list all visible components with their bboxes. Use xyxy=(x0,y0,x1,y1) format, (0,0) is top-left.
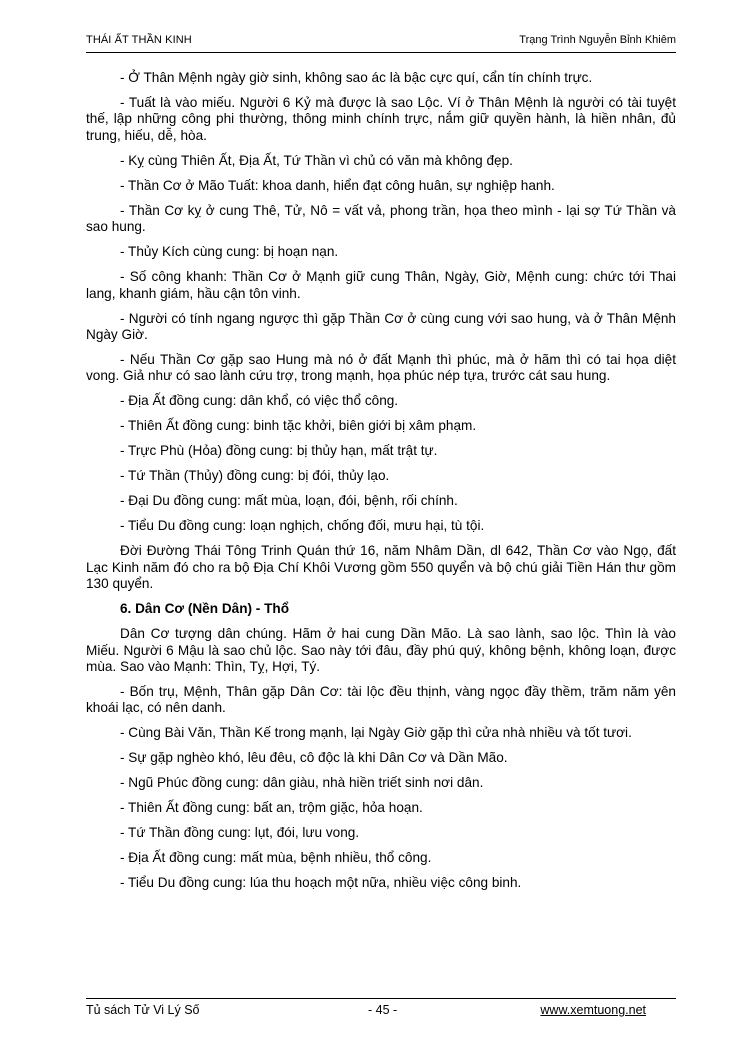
paragraph: - Tiểu Du đồng cung: loạn nghịch, chống đối, mưu hại, tù tội. xyxy=(120,518,485,534)
paragraph: - Thần Cơ ở Mão Tuất: khoa danh, hiển đạt công huân, sự nghiệp hanh. xyxy=(120,177,555,193)
paragraph: - Sự gặp nghèo khó, lêu đêu, cô độc là khi Dân Cơ và Dần Mão. xyxy=(120,750,508,766)
paragraph: - Tứ Thần đồng cung: lụt, đói, lưu vong. xyxy=(120,825,360,841)
paragraph: - Thần Cơ kỵ ở cung Thê, Tử, Nô = vất vả, phong trần, họa theo mình - lại sợ Tứ Thần và sao hung. xyxy=(86,202,676,235)
paragraph: - Thủy Kích cùng cung: bị hoạn nạn. xyxy=(120,244,339,260)
paragraph: - Người có tính ngang ngược thì gặp Thần Cơ ở cùng cung với sao hung, và ở Thân Mệnh Ngày Giờ. xyxy=(86,310,676,343)
paragraph: - Số công khanh: Thần Cơ ở Mạnh giữ cung Thân, Ngày, Giờ, Mệnh cung: chức tới Thai lang, khanh giám, hầu cận tôn vinh. xyxy=(86,269,676,301)
paragraph: - Bốn trụ, Mệnh, Thân gặp Dân Cơ: tài lộc đều thịnh, vàng ngọc đầy thềm, trăm năm yên khoái lạc, có nên danh. xyxy=(86,684,676,716)
paragraph: - Kỵ cùng Thiên Ất, Địa Ất, Tứ Thần vì chủ có văn mà không đẹp. xyxy=(120,152,513,168)
paragraph: - Thiên Ất đồng cung: bất an, trộm giặc, hỏa hoạn. xyxy=(120,800,423,816)
paragraph: - Tuất là vào miếu. Người 6 Kỷ mà được là sao Lộc. Ví ở Thân Mệnh là người có tài tuyệt thế, lập những công phi thường, thông minh chính trực, nắm giữ quyền hành, là hiền nhân, đủ trung, hiếu, dễ, hòa. xyxy=(86,95,676,143)
header-author: Trạng Trình Nguyễn Bỉnh Khiêm xyxy=(519,34,676,46)
page-header xyxy=(86,30,676,53)
paragraph: Đời Đường Thái Tông Trinh Quán thứ 16, năm Nhâm Dần, dl 642, Thần Cơ vào Ngọ, đất Lạc Kinh năm đó cho ra bộ Địa Chí Khôi Vương gồm 550 quyển và bộ chú giải Tiền Hán thư gồm 130 quyển. xyxy=(86,543,676,592)
footer-series-name: Tủ sách Tử Vi Lý Số xyxy=(86,1003,200,1017)
page-number: - 45 - xyxy=(368,1003,398,1017)
paragraph: - Ngũ Phúc đồng cung: dân giàu, nhà hiền triết sinh nơi dân. xyxy=(120,775,484,791)
paragraph: - Địa Ất đồng cung: dân khổ, có việc thổ công. xyxy=(120,393,399,409)
paragraph: - Trực Phù (Hỏa) đồng cung: bị thủy hạn, mất trật tự. xyxy=(120,443,438,459)
paragraph: - Cùng Bài Văn, Thần Kế trong mạnh, lại Ngày Giờ gặp thì cửa nhà nhiều và tốt tươi. xyxy=(120,725,632,741)
page-body xyxy=(86,70,676,900)
paragraph: Dân Cơ tượng dân chúng. Hãm ở hai cung Dần Mão. Là sao lành, sao lộc. Thìn là vào Miếu. Người 6 Mậu là sao chủ lộc. Sao này tới đâu, đầy phú quý, không bệnh, không loạn, được mùa. Sao vào Mạnh: Thìn, Tỵ, Hợi, Tý. xyxy=(86,626,676,675)
paragraph: - Ở Thân Mệnh ngày giờ sinh, không sao ác là bậc cực quí, cẩn tín chính trực. xyxy=(120,70,593,85)
paragraph: - Địa Ất đồng cung: mất mùa, bệnh nhiều, thổ công. xyxy=(120,850,432,866)
page-footer xyxy=(86,998,676,1017)
paragraph: - Đại Du đồng cung: mất mùa, loạn, đói, bệnh, rối chính. xyxy=(120,493,458,509)
paragraph: - Tiểu Du đồng cung: lúa thu hoạch một nữa, nhiều việc công binh. xyxy=(120,875,522,891)
paragraph: - Nếu Thần Cơ gặp sao Hung mà nó ở đất Mạnh thì phúc, mà ở hãm thì có tai họa diệt vong. Giả như có sao lành cứu trợ, trong mạnh, họa phúc nép tựa, trước cát sau hung. xyxy=(86,352,676,384)
paragraph: - Thiên Ất đồng cung: binh tặc khởi, biên giới bị xâm phạm. xyxy=(120,418,477,434)
footer-website-link[interactable]: www.xemtuong.net xyxy=(540,1003,646,1017)
paragraph: - Tứ Thần (Thủy) đồng cung: bị đói, thủy lạo. xyxy=(120,468,390,484)
header-book-title: THÁI ẤT THẦN KINH xyxy=(86,34,192,46)
section-heading: 6. Dân Cơ (Nền Dân) - Thổ xyxy=(120,601,290,617)
